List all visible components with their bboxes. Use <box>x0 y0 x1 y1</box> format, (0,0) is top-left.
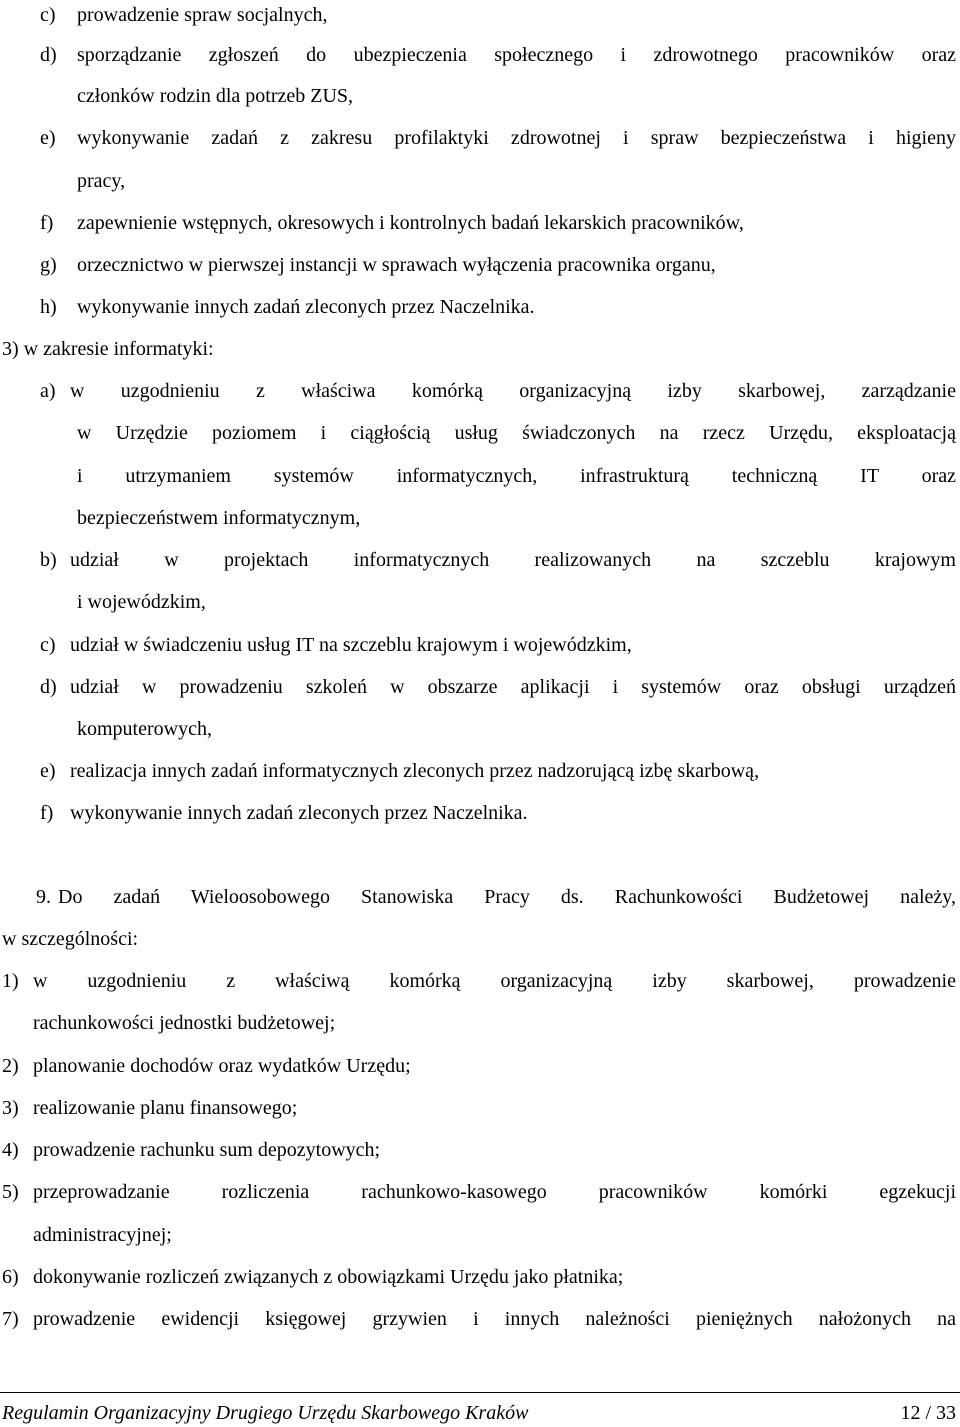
item-text: planowanie dochodów oraz wydatków Urzędu; <box>33 1055 411 1077</box>
text-line <box>0 1135 956 1165</box>
item-label: c) <box>40 634 56 656</box>
item-text: w uzgodnieniu z właściwą komórką organizacyjną izby skarbowej, prowadzenie <box>33 970 956 992</box>
page-footer <box>0 1399 960 1427</box>
item-label: e) <box>40 127 56 149</box>
item-text: członków rodzin dla potrzeb ZUS, <box>77 85 354 107</box>
text-line <box>0 1262 956 1292</box>
item-text: orzecznictwo w pierwszej instancji w sprawach wyłączenia pracownika organu, <box>77 254 716 276</box>
text-line <box>0 630 956 660</box>
item-text: prowadzenie spraw socjalnych, <box>77 4 328 26</box>
text-line <box>0 1008 956 1038</box>
item-text: przeprowadzanie rozliczenia rachunkowo-kasowego pracowników komórki egzekucji <box>33 1181 956 1203</box>
text-line <box>0 1304 956 1334</box>
item-text: w Urzędzie poziomem i ciągłością usług świadczonych na rzecz Urzędu, eksploatacją <box>77 422 956 444</box>
item-label: 3) <box>2 1097 19 1119</box>
text-line <box>0 81 956 111</box>
text-line <box>0 672 956 702</box>
text-line <box>0 1220 956 1250</box>
text-line <box>0 798 956 828</box>
text-line <box>0 756 956 786</box>
item-label: e) <box>40 760 56 782</box>
item-text: prowadzenie ewidencji księgowej grzywien i innych należności pieniężnych nałożonych na <box>33 1308 956 1330</box>
item-label: d) <box>40 676 57 698</box>
text-line <box>0 1051 956 1081</box>
text-line <box>0 1093 956 1123</box>
text-line <box>0 376 956 406</box>
text-line <box>0 334 956 364</box>
text-line <box>0 1177 956 1207</box>
text-line <box>0 208 956 238</box>
page-number: 12 / 33 <box>900 1402 956 1424</box>
text-line <box>0 545 956 575</box>
text-line <box>0 714 956 744</box>
item-text: pracy, <box>77 170 126 192</box>
item-text: realizowanie planu finansowego; <box>33 1097 298 1119</box>
item-text: udział w prowadzeniu szkoleń w obszarze aplikacji i systemów oraz obsługi urządzeń <box>70 676 956 698</box>
text-line <box>0 123 956 153</box>
text-line <box>0 292 956 322</box>
item-text: prowadzenie rachunku sum depozytowych; <box>33 1139 381 1161</box>
text-line <box>0 461 956 491</box>
footer-divider <box>0 1392 960 1393</box>
item-text: wykonywanie innych zadań zleconych przez Naczelnika. <box>70 802 528 824</box>
text-line <box>0 418 956 448</box>
text-line <box>0 40 956 70</box>
text-line <box>0 0 956 30</box>
item-text: w uzgodnieniu z właściwa komórką organizacyjną izby skarbowej, zarządzanie <box>70 380 956 402</box>
footer-title: Regulamin Organizacyjny Drugiego Urzędu Skarbowego Kraków <box>2 1402 529 1424</box>
text-line <box>0 166 956 196</box>
item-label: f) <box>40 212 54 234</box>
item-text: dokonywanie rozliczeń związanych z obowiązkami Urzędu jako płatnika; <box>33 1266 624 1288</box>
item-text: wykonywanie innych zadań zleconych przez Naczelnika. <box>77 296 535 318</box>
item-label: d) <box>40 44 57 66</box>
item-label: 4) <box>2 1139 19 1161</box>
item-label: g) <box>40 254 57 276</box>
text-line <box>0 882 956 912</box>
item-text: i utrzymaniem systemów informatycznych, infrastrukturą techniczną IT oraz <box>77 465 956 487</box>
item-text: realizacja innych zadań informatycznych zleconych przez nadzorującą izbę skarbową, <box>70 760 760 782</box>
text-line <box>0 250 956 280</box>
item-label: 6) <box>2 1266 19 1288</box>
item-text: administracyjnej; <box>33 1224 172 1246</box>
item-label: c) <box>40 4 56 26</box>
item-text: sporządzanie zgłoszeń do ubezpieczenia społecznego i zdrowotnego pracowników oraz <box>77 44 956 66</box>
item-label: 1) <box>2 970 19 992</box>
item-label: 7) <box>2 1308 19 1330</box>
item-text: i wojewódzkim, <box>77 591 206 613</box>
item-label: 2) <box>2 1055 19 1077</box>
text-line <box>0 966 956 996</box>
item-label: h) <box>40 296 57 318</box>
item-text: udział w projektach informatycznych realizowanych na szczeblu krajowym <box>70 549 956 571</box>
item-label: a) <box>40 380 56 402</box>
item-text: komputerowych, <box>77 718 212 740</box>
item-label: 5) <box>2 1181 19 1203</box>
item-text: wykonywanie zadań z zakresu profilaktyki zdrowotnej i spraw bezpieczeństwa i higieny <box>77 127 956 149</box>
item-label: f) <box>40 802 54 824</box>
text-line <box>0 924 956 954</box>
item-text: zapewnienie wstępnych, okresowych i kontrolnych badań lekarskich pracowników, <box>77 212 744 234</box>
item-text: w szczególności: <box>2 928 139 950</box>
text-line <box>0 587 956 617</box>
text-line <box>0 503 956 533</box>
item-text: 3) w zakresie informatyki: <box>2 338 214 360</box>
item-label: b) <box>40 549 57 571</box>
item-label: 9. <box>36 886 51 908</box>
item-text: udział w świadczeniu usług IT na szczeblu krajowym i wojewódzkim, <box>70 634 632 656</box>
item-text: bezpieczeństwem informatycznym, <box>77 507 361 529</box>
item-text: rachunkowości jednostki budżetowej; <box>33 1012 336 1034</box>
item-text: Do zadań Wieloosobowego Stanowiska Pracy ds. Rachunkowości Budżetowej należy, <box>58 886 956 908</box>
